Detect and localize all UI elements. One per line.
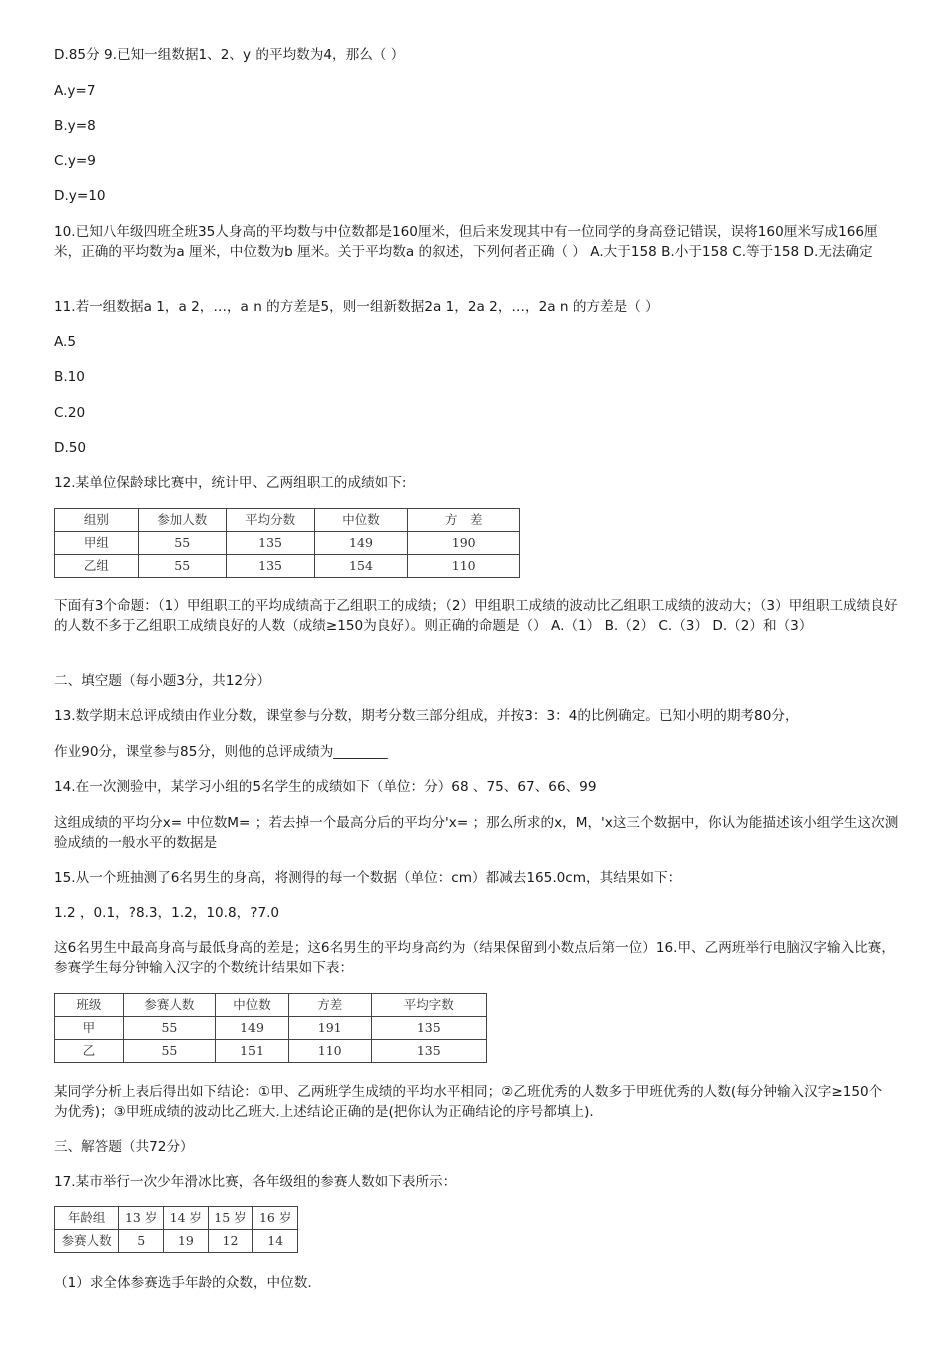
table-cell: 191: [288, 1017, 371, 1040]
table-header-cell: 中位数: [216, 994, 289, 1017]
question-15-cont: 这6名男生中最高身高与最低身高的差是；这6名男生的平均身高约为（结果保留到小数点后第一位）16.甲、乙两班举行电脑汉字输入比赛，参赛学生每分钟输入汉字的个数统计结果如下表：: [54, 940, 895, 976]
skating-table: [54, 1206, 298, 1253]
section-heading: 三、解答题（共72分）: [54, 1139, 194, 1155]
option-a: A.y=7: [54, 83, 96, 99]
table-row: [55, 532, 520, 555]
table-header-cell: 班级: [55, 994, 124, 1017]
table-header-cell: 中位数: [314, 509, 408, 532]
table-header-cell: 组别: [55, 509, 139, 532]
table-cell: 154: [314, 555, 408, 578]
table-cell: 14 岁: [164, 1207, 209, 1230]
table-header-cell: 参加人数: [138, 509, 226, 532]
table-cell: 149: [314, 532, 408, 555]
question-15-data: 1.2 ，0.1，?8.3，1.2，10.8，?7.0: [54, 905, 280, 921]
table-row: [55, 1207, 298, 1230]
table-header-cell: 平均分数: [226, 509, 314, 532]
table-cell: 149: [216, 1017, 289, 1040]
table-cell: 参赛人数: [55, 1230, 119, 1253]
table-row: [55, 555, 520, 578]
table-header-row: [55, 509, 520, 532]
question-11: 11.若一组数据a 1，a 2，…，a n 的方差是5，则一组新数据2a 1，2a 2，…，2a n 的方差是（ ）: [54, 299, 659, 315]
table-cell: 135: [371, 1017, 486, 1040]
table-row: [55, 1017, 487, 1040]
option-c: C.20: [54, 405, 86, 421]
table-cell: 12: [208, 1230, 253, 1253]
question-13: 13.数学期末总评成绩由作业分数，课堂参与分数，期考分数三部分组成，并按3：3：4的比例确定。已知小明的期考80分，: [54, 708, 799, 724]
option-d: D.50: [54, 440, 87, 456]
table-cell: 135: [371, 1040, 486, 1063]
table-cell: 13 岁: [119, 1207, 164, 1230]
table-cell: 110: [288, 1040, 371, 1063]
question-14: 14.在一次测验中，某学习小组的5名学生的成绩如下（单位：分）68 、75、67、66、99: [54, 779, 597, 795]
table-header-cell: 参赛人数: [123, 994, 216, 1017]
option-b: B.10: [54, 369, 85, 385]
option-d: D.y=10: [54, 188, 106, 204]
table-row: [55, 1040, 487, 1063]
table-cell: 55: [123, 1017, 216, 1040]
table-cell: 年龄组: [55, 1207, 119, 1230]
option-a: A.5: [54, 334, 77, 350]
option-b: B.y=8: [54, 118, 96, 134]
table-cell: 55: [138, 555, 226, 578]
table-cell: 甲: [55, 1017, 124, 1040]
question-15: 15.从一个班抽测了6名男生的身高，将测得的每一个数据（单位：cm）都减去165.0cm，其结果如下：: [54, 870, 682, 886]
table-header-cell: 方差: [288, 994, 371, 1017]
table-cell: 5: [119, 1230, 164, 1253]
propositions: 下面有3个命题：（1）甲组职工的平均成绩高于乙组职工的成绩；（2）甲组职工成绩的波动比乙组职工成绩的波动大；（3）甲组职工成绩良好的人数不多于乙组职工成绩良好的人数（成绩≥150为良好）。则正确的命题是（） A.（1） B.（2） C.（3） D.（2）和（3）: [54, 598, 898, 634]
table-header-cell: 方 差: [408, 509, 520, 532]
table-cell: 135: [226, 555, 314, 578]
table-cell: 110: [408, 555, 520, 578]
section-heading: 二、填空题（每小题3分，共12分）: [54, 673, 271, 689]
question-17-part-1: （1）求全体参赛选手年龄的众数，中位数.: [54, 1275, 312, 1291]
question-13-cont: 作业90分，课堂参与85分，则他的总评成绩为________: [54, 744, 388, 760]
question-17: 17.某市举行一次少年滑冰比赛，各年级组的参赛人数如下表所示：: [54, 1174, 457, 1190]
question-10: 10.已知八年级四班全班35人身高的平均数与中位数都是160厘米，但后来发现其中有一位同学的身高登记错误，误将160厘米写成166厘米，正确的平均数为a 厘米，中位数为b 厘米。关于平均数a 的叙述，下列何者正确（ ） A.大于158 B.小于158 C.等于158 D.无法确定: [54, 224, 878, 260]
question-12: 12.某单位保龄球比赛中，统计甲、乙两组职工的成绩如下:: [54, 475, 407, 491]
table-header-row: [55, 994, 487, 1017]
table-row: [55, 1230, 298, 1253]
bowling-table: [54, 508, 520, 578]
analysis-conclusions: 某同学分析上表后得出如下结论：①甲、乙两班学生成绩的平均水平相同；②乙班优秀的人数多于甲班优秀的人数(每分钟输入汉字≥150个为优秀)；③甲班成绩的波动比乙班大.上述结论正确的是(把你认为正确结论的序号都填上).: [54, 1084, 883, 1120]
table-cell: 乙: [55, 1040, 124, 1063]
table-cell: 16 岁: [253, 1207, 298, 1230]
table-cell: 190: [408, 532, 520, 555]
table-cell: 151: [216, 1040, 289, 1063]
table-cell: 14: [253, 1230, 298, 1253]
option-c: C.y=9: [54, 153, 96, 169]
table-cell: 55: [138, 532, 226, 555]
table-cell: 135: [226, 532, 314, 555]
table-cell: 甲组: [55, 532, 139, 555]
table-cell: 15 岁: [208, 1207, 253, 1230]
text-line: D.85分 9.已知一组数据1、2、y 的平均数为4，那么（ ）: [54, 47, 405, 63]
typing-table: [54, 993, 487, 1063]
table-header-cell: 平均字数: [371, 994, 486, 1017]
table-cell: 19: [164, 1230, 209, 1253]
table-cell: 55: [123, 1040, 216, 1063]
question-14-cont: 这组成绩的平均分x= 中位数M= ；若去掉一个最高分后的平均分'x= ；那么所求的x，M，'x这三个数据中，你认为能描述该小组学生这次测验成绩的一般水平的数据是: [54, 815, 899, 851]
table-cell: 乙组: [55, 555, 139, 578]
